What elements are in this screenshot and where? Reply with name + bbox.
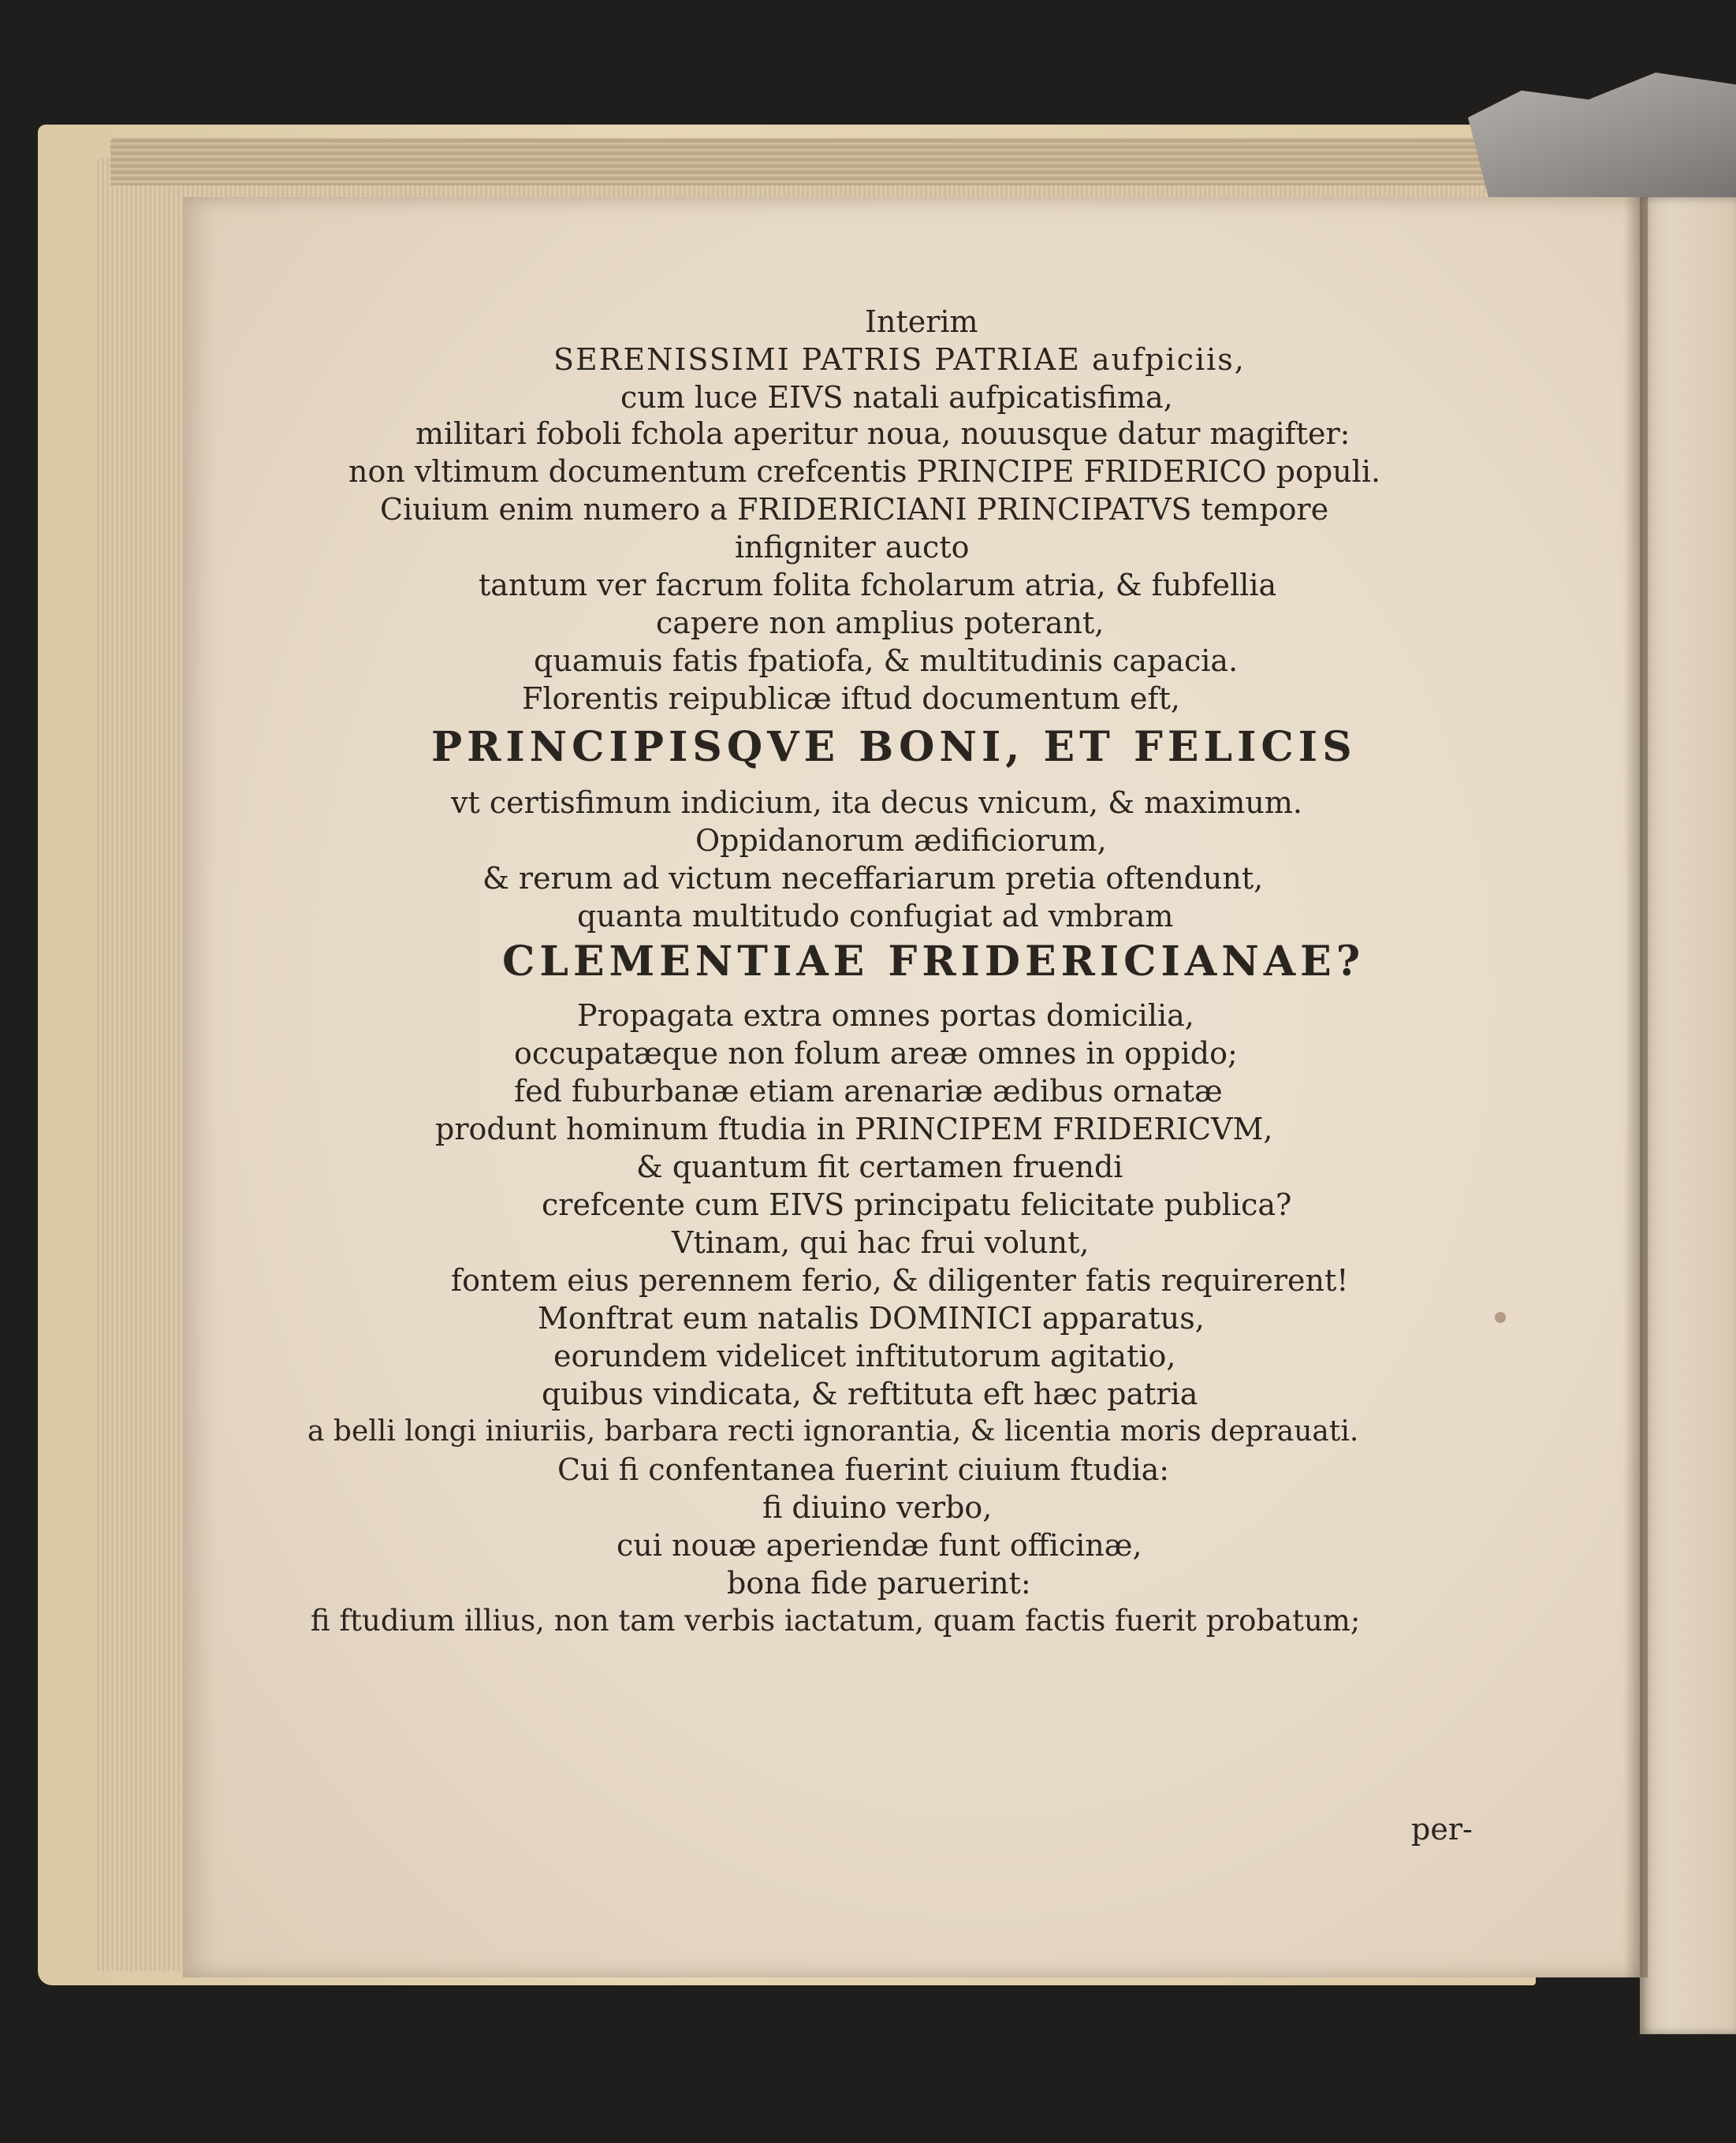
text-line: Propagata extra omnes portas domicilia,: [577, 998, 1194, 1033]
page-top-edges: [110, 138, 1671, 185]
text-line: quanta multitudo confugiat ad vmbram: [577, 899, 1174, 934]
text-line: Monftrat eum natalis DOMINICI apparatus,: [538, 1301, 1205, 1336]
heading-line: PRINCIPISQVE BONI, ET FELICIS: [431, 723, 1357, 771]
text-line: occupatæque non folum areæ omnes in oppido;: [514, 1036, 1238, 1071]
text-line: fi diuino verbo,: [762, 1490, 993, 1525]
text-line: produnt hominum ftudia in PRINCIPEM FRIDERICVM,: [435, 1112, 1273, 1146]
text-line: & quantum fit certamen fruendi: [636, 1150, 1123, 1184]
heading-line: CLEMENTIAE FRIDERICIANAE?: [502, 937, 1365, 986]
text-line: fed fuburbanæ etiam arenariæ ædibus ornatæ: [514, 1074, 1223, 1109]
gutter-shadow: [1624, 197, 1648, 1977]
text-line: Ciuium enim numero a FRIDERICIANI PRINCIPATVS tempore: [380, 492, 1329, 527]
paper-stain: [1495, 1312, 1506, 1323]
text-line: vt certisfimum indicium, ita decus vnicum, & maximum.: [451, 785, 1302, 820]
text-line: Cui fi confentanea fuerint ciuium ftudia:: [557, 1452, 1170, 1487]
text-line: cum luce EIVS natali aufpicatisfima,: [620, 380, 1173, 415]
text-line: SERENISSIMI PATRIS PATRIAE aufpiciis,: [553, 342, 1246, 377]
text-line: Florentis reipublicæ iftud documentum eft,: [522, 681, 1180, 716]
text-line: bona fide paruerint:: [727, 1566, 1031, 1601]
text-line: capere non amplius poterant,: [656, 606, 1105, 640]
text-line: Vtinam, qui hac frui volunt,: [672, 1225, 1090, 1260]
facing-page-edge: [1640, 197, 1736, 2034]
text-line: a belli longi iniuriis, barbara recti ignorantia, & licentia moris deprauati.: [307, 1415, 1359, 1448]
text-line: Oppidanorum ædificiorum,: [695, 823, 1107, 858]
text-line: fi ftudium illius, non tam verbis iactatum, quam factis fuerit probatum;: [311, 1604, 1361, 1638]
text-line: & rerum ad victum neceffariarum pretia oftendunt,: [482, 861, 1264, 896]
text-line: tantum ver facrum folita fcholarum atria, & fubfellia: [479, 568, 1277, 602]
text-line: quibus vindicata, & reftituta eft hæc patria: [542, 1377, 1198, 1411]
text-line: cui nouæ aperiendæ funt officinæ,: [617, 1528, 1142, 1563]
text-line: non vltimum documentum crefcentis PRINCIPE FRIDERICO populi.: [348, 454, 1381, 489]
text-line: crefcente cum EIVS principatu felicitate publica?: [542, 1187, 1292, 1222]
text-line: fontem eius perennem ferio, & diligenter fatis requirerent!: [451, 1263, 1349, 1298]
text-line: eorundem videlicet inftitutorum agitatio,: [553, 1339, 1176, 1373]
text-line: Interim: [865, 304, 978, 339]
text-line: militari foboli fchola aperitur noua, nouusque datur magifter:: [415, 416, 1350, 451]
text-line: infigniter aucto: [735, 530, 970, 565]
catchword: per-: [1411, 1812, 1473, 1847]
text-line: quamuis fatis fpatiofa, & multitudinis capacia.: [534, 643, 1239, 678]
